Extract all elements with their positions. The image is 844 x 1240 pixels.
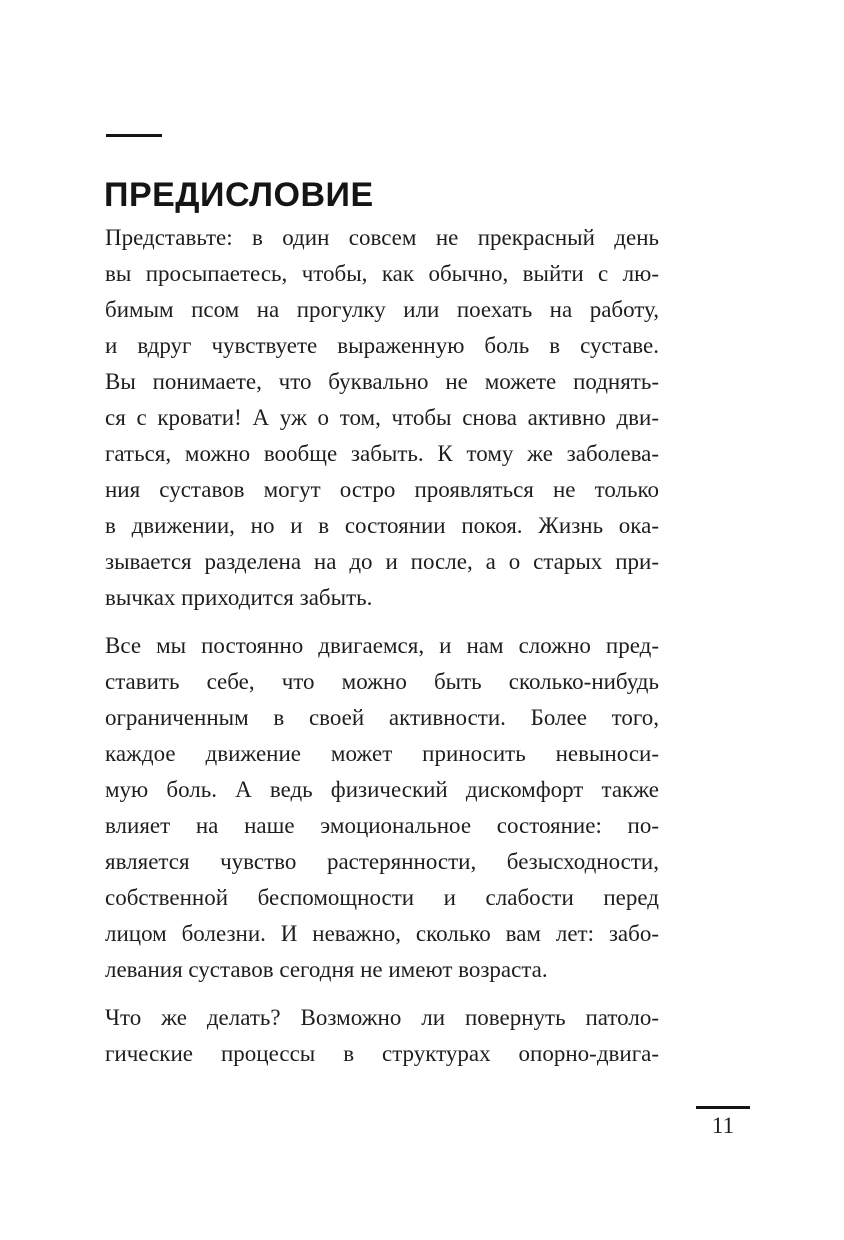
text-line: ся с кровати! А уж о том, чтобы снова активно дви- <box>105 405 659 430</box>
text-line: ограниченным в своей активности. Более того, <box>105 705 659 730</box>
text-line: вы просыпаетесь, чтобы, как обычно, выйти с лю- <box>105 261 659 286</box>
chapter-heading: ПРЕДИСЛОВИЕ <box>104 175 374 214</box>
body-text <box>105 220 659 1072</box>
text-line: является чувство растерянности, безысходности, <box>105 849 659 874</box>
text-line: зывается разделена на до и после, а о старых при- <box>105 549 659 574</box>
text-line: каждое движение может приносить невыноси- <box>105 741 659 766</box>
text-line: гические процессы в структурах опорно-двига- <box>105 1041 659 1066</box>
text-line: ставить себе, что можно быть сколько-нибудь <box>105 669 659 694</box>
text-line: влияет на наше эмоциональное состояние: по- <box>105 813 659 838</box>
text-line: Представьте: в один совсем не прекрасный день <box>105 225 659 250</box>
text-line: Все мы постоянно двигаемся, и нам сложно пред- <box>105 633 659 658</box>
text-line: ния суставов могут остро проявляться не только <box>105 477 659 502</box>
text-line: собственной беспомощности и слабости перед <box>105 885 659 910</box>
paragraph <box>105 628 659 988</box>
paragraph <box>105 1000 659 1072</box>
text-line: лицом болезни. И неважно, сколько вам лет: забо- <box>105 921 659 946</box>
text-line: вычках приходится забыть. <box>105 585 373 610</box>
text-line: левания суставов сегодня не имеют возраста. <box>105 957 548 982</box>
text-line: гаться, можно вообще забыть. К тому же заболева- <box>105 441 659 466</box>
text-line: Что же делать? Возможно ли повернуть патоло- <box>105 1005 659 1030</box>
text-line: бимым псом на прогулку или поехать на работу, <box>105 297 659 322</box>
heading-rule <box>106 134 162 137</box>
text-line: в движении, но и в состоянии покоя. Жизнь ока- <box>105 513 659 538</box>
text-line: мую боль. А ведь физический дискомфорт также <box>105 777 659 802</box>
page-number: 11 <box>711 1113 735 1138</box>
text-line: и вдруг чувствуете выраженную боль в суставе. <box>105 333 659 358</box>
paragraph <box>105 220 659 616</box>
footer-rule <box>696 1106 750 1109</box>
text-line: Вы понимаете, что буквально не можете поднять- <box>105 369 659 394</box>
